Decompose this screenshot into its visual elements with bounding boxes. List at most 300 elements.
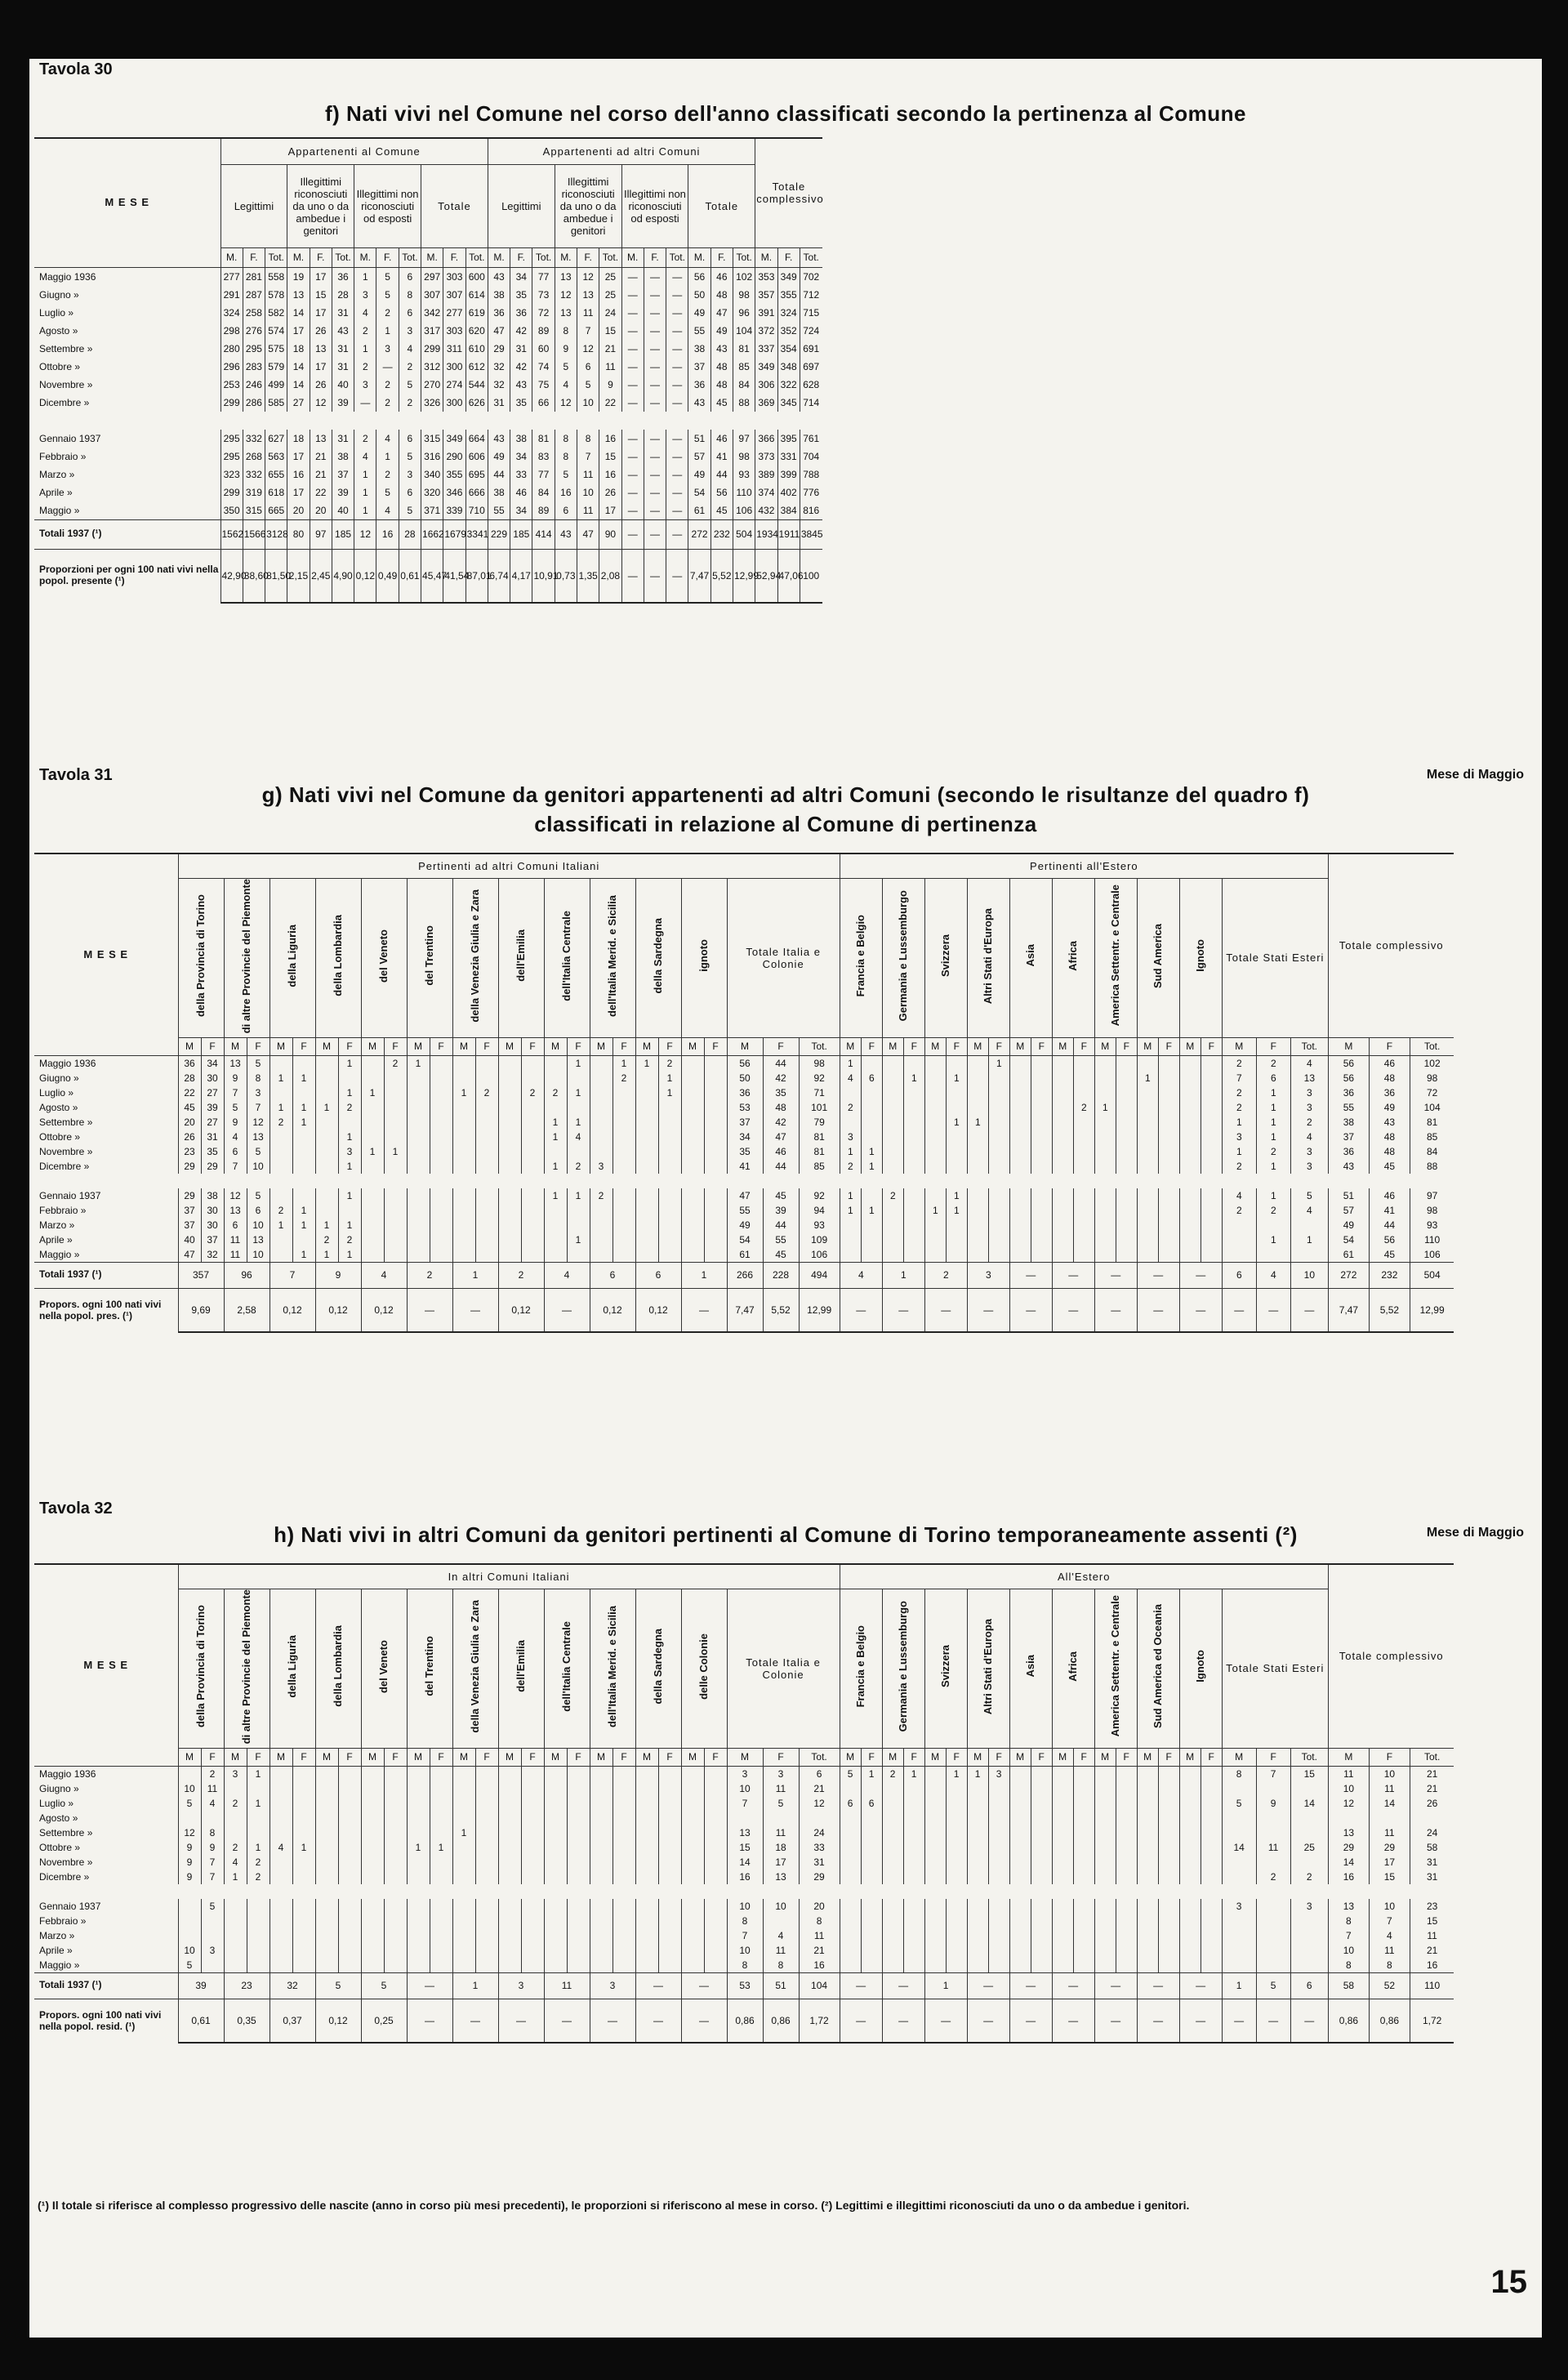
cell <box>1052 1781 1073 1796</box>
cell: 4 <box>224 1130 247 1144</box>
table-row <box>34 358 1535 376</box>
cell <box>967 1825 988 1840</box>
cell: 10 <box>1328 1943 1369 1958</box>
cell: 38 <box>488 484 510 501</box>
cell: 12 <box>354 519 376 549</box>
cell <box>840 1855 861 1870</box>
cell: 504 <box>1410 1262 1454 1288</box>
col-it-11 <box>681 1589 727 1748</box>
table-row <box>34 1870 1535 1884</box>
cell <box>635 1085 658 1100</box>
cell <box>224 1928 247 1943</box>
cell <box>292 1055 315 1071</box>
mf-label: F <box>1158 1037 1179 1055</box>
cell <box>988 1958 1009 1973</box>
cell <box>681 1796 704 1811</box>
cell <box>407 1928 430 1943</box>
cell <box>1256 1943 1290 1958</box>
cell <box>946 1840 967 1855</box>
mf-label: F <box>861 1037 882 1055</box>
cell: 494 <box>799 1262 840 1288</box>
cell <box>1137 1958 1158 1973</box>
cell: 33 <box>799 1840 840 1855</box>
cell <box>361 1811 384 1825</box>
table-row <box>34 1188 1535 1203</box>
row-label: Totali 1937 (¹) <box>34 1972 178 1999</box>
cell <box>315 1144 338 1159</box>
cell: 96 <box>224 1262 270 1288</box>
cell: 3 <box>1290 1159 1328 1174</box>
cell: 12 <box>1328 1796 1369 1811</box>
cell: 37 <box>688 358 710 376</box>
cell: 39 <box>332 484 354 501</box>
cell: 8 <box>577 430 599 448</box>
cell <box>407 1203 430 1218</box>
mf-label: F <box>247 1037 270 1055</box>
cell <box>315 1840 338 1855</box>
cell: 51 <box>1328 1188 1369 1203</box>
cell <box>1116 1218 1137 1232</box>
cell: 1 <box>567 1115 590 1130</box>
cell <box>247 1811 270 1825</box>
cell <box>1256 1781 1290 1796</box>
cell: 36 <box>727 1085 763 1100</box>
cell <box>903 1825 924 1840</box>
cell <box>338 1914 361 1928</box>
cell <box>727 1811 763 1825</box>
cell <box>544 1840 567 1855</box>
cell <box>521 1159 544 1174</box>
cell: 3 <box>727 1766 763 1781</box>
cell <box>1094 1943 1116 1958</box>
cell <box>861 1055 882 1071</box>
cell <box>861 1928 882 1943</box>
cell: 724 <box>800 322 822 340</box>
cell: 270 <box>421 376 443 394</box>
cell <box>1290 1781 1328 1796</box>
cell <box>430 1958 452 1973</box>
cell: 0,61 <box>399 549 421 603</box>
cell <box>1158 1071 1179 1085</box>
cell: 1 <box>1256 1232 1290 1247</box>
cell: 6 <box>1256 1071 1290 1085</box>
mf-label: F <box>763 1037 799 1055</box>
cell: 628 <box>800 376 822 394</box>
cell: 355 <box>443 466 466 484</box>
cell: 31 <box>332 304 354 322</box>
cell <box>861 1085 882 1100</box>
cell <box>338 1071 361 1085</box>
cell <box>590 1130 612 1144</box>
cell <box>1094 1203 1116 1218</box>
cell <box>452 1766 475 1781</box>
cell: — <box>666 549 688 603</box>
cell: 2 <box>201 1766 224 1781</box>
cell: 5 <box>1290 1188 1328 1203</box>
cell: 0,61 <box>178 1999 224 2043</box>
mf-label: M. <box>555 247 577 267</box>
cell <box>498 1870 521 1884</box>
cell <box>988 1232 1009 1247</box>
cell <box>452 1100 475 1115</box>
col-it-label: dell'Italia Merid. e Sicilia <box>605 1605 618 1727</box>
cell <box>498 1855 521 1870</box>
cell <box>967 1055 988 1071</box>
cell: 1 <box>292 1203 315 1218</box>
cell: 72 <box>1410 1085 1454 1100</box>
cell <box>270 1943 292 1958</box>
cell: 9 <box>315 1262 361 1288</box>
cell <box>1158 1914 1179 1928</box>
cell: 29 <box>1328 1840 1369 1855</box>
cell: — <box>924 1288 967 1332</box>
row-label: Totali 1937 (¹) <box>34 519 220 549</box>
cell: 36 <box>178 1055 201 1071</box>
cell: 414 <box>532 519 555 549</box>
row-label: Maggio 1936 <box>39 1767 96 1780</box>
cell <box>924 1247 946 1263</box>
cell <box>1137 1188 1158 1203</box>
cell <box>407 1781 430 1796</box>
cell: 97 <box>1410 1188 1454 1203</box>
cell: 54 <box>688 484 710 501</box>
cell <box>567 1870 590 1884</box>
cell <box>1073 1218 1094 1232</box>
cell: 332 <box>243 466 265 484</box>
cell <box>635 1958 658 1973</box>
cell: — <box>644 340 666 358</box>
cell <box>247 1899 270 1914</box>
cell: 13 <box>247 1130 270 1144</box>
cell: 29 <box>1369 1840 1410 1855</box>
cell <box>1052 1159 1073 1174</box>
cell: — <box>644 376 666 394</box>
cell <box>882 1796 903 1811</box>
cell: 5 <box>224 1100 247 1115</box>
cell <box>1052 1218 1073 1232</box>
cell: — <box>621 430 644 448</box>
cell <box>544 1232 567 1247</box>
cell: 575 <box>265 340 287 358</box>
cell <box>475 1232 498 1247</box>
cell: 42 <box>510 322 532 340</box>
cell: 395 <box>777 430 800 448</box>
cell <box>475 1188 498 1203</box>
cell <box>430 1855 452 1870</box>
cell <box>924 1100 946 1115</box>
mf-label: M <box>544 1748 567 1766</box>
cell: 11 <box>599 358 621 376</box>
cell: 1 <box>247 1840 270 1855</box>
cell <box>384 1840 407 1855</box>
cell <box>704 1855 727 1870</box>
table-row <box>34 1071 1535 1085</box>
cell <box>544 1855 567 1870</box>
cell <box>840 1085 861 1100</box>
mf-label: M <box>544 1037 567 1055</box>
cell: 47,06 <box>777 549 800 603</box>
cell <box>1073 1811 1094 1825</box>
col-es-6 <box>1094 1589 1137 1748</box>
cell <box>1031 1055 1052 1071</box>
cell <box>384 1825 407 1840</box>
cell <box>1222 1232 1256 1247</box>
cell: 1 <box>567 1188 590 1203</box>
cell: 1 <box>247 1766 270 1781</box>
cell: 1 <box>354 267 376 286</box>
cell: 9 <box>178 1870 201 1884</box>
cell: 1 <box>635 1055 658 1071</box>
cell: 655 <box>265 466 287 484</box>
row-label: Novembre » <box>39 1856 93 1868</box>
cell <box>224 1811 247 1825</box>
cell <box>567 1781 590 1796</box>
mf-label: M <box>590 1748 612 1766</box>
cell: 349 <box>777 267 800 286</box>
cell <box>521 1899 544 1914</box>
cell: — <box>1179 1262 1222 1288</box>
cell <box>407 1159 430 1174</box>
cell <box>475 1796 498 1811</box>
cell: 94 <box>799 1203 840 1218</box>
cell <box>1200 1203 1222 1218</box>
cell: 4 <box>840 1071 861 1085</box>
cell: 13 <box>224 1203 247 1218</box>
cell <box>1116 1232 1137 1247</box>
cell: — <box>1137 1288 1179 1332</box>
cell: 5,52 <box>1369 1288 1410 1332</box>
cell: 11 <box>1369 1943 1410 1958</box>
cell <box>361 1855 384 1870</box>
cell <box>1158 1203 1179 1218</box>
cell: 81 <box>532 430 555 448</box>
cell <box>967 1203 988 1218</box>
cell <box>924 1085 946 1100</box>
col-it-2 <box>270 1589 315 1748</box>
cell: 36 <box>1369 1085 1410 1100</box>
table-row <box>34 322 1535 340</box>
cell <box>270 1766 292 1781</box>
cell: 3 <box>354 286 376 304</box>
cell: 11 <box>1410 1928 1454 1943</box>
row-label: Luglio » <box>39 1086 74 1099</box>
cell: 10 <box>1290 1262 1328 1288</box>
cell: 1 <box>338 1159 361 1174</box>
cell <box>430 1218 452 1232</box>
cell <box>544 1811 567 1825</box>
cell <box>1179 1071 1200 1085</box>
cell <box>407 1247 430 1263</box>
row-label: Dicembre » <box>39 1870 90 1883</box>
cell <box>1256 1914 1290 1928</box>
col-it-6 <box>452 1589 498 1748</box>
cell: 11 <box>201 1781 224 1796</box>
cell: 13 <box>1328 1825 1369 1840</box>
cell <box>1137 1218 1158 1232</box>
cell <box>704 1115 727 1130</box>
cell: — <box>967 1999 1009 2043</box>
cell <box>521 1203 544 1218</box>
cell: 77 <box>532 267 555 286</box>
cell <box>270 1247 292 1263</box>
cell: 44 <box>763 1055 799 1071</box>
group-altri-comuni: Appartenenti ad altri Comuni <box>488 138 755 164</box>
row-label: Giugno » <box>39 1072 79 1084</box>
cell <box>988 1811 1009 1825</box>
cell <box>1158 1840 1179 1855</box>
cell <box>407 1232 430 1247</box>
cell <box>452 1218 475 1232</box>
cell: 41 <box>727 1159 763 1174</box>
cell: 8 <box>763 1958 799 1973</box>
cell <box>498 1130 521 1144</box>
cell: 776 <box>800 484 822 501</box>
cell <box>521 1870 544 1884</box>
cell: 17 <box>1369 1855 1410 1870</box>
cell: 104 <box>733 322 755 340</box>
cell: 46 <box>1369 1055 1410 1071</box>
cell: 373 <box>755 448 777 466</box>
cell <box>270 1232 292 1247</box>
cell: 15 <box>1290 1766 1328 1781</box>
cell: 372 <box>755 322 777 340</box>
cell <box>1094 1870 1116 1884</box>
cell: 295 <box>220 448 243 466</box>
cell <box>1094 1232 1116 1247</box>
cell: 43 <box>332 322 354 340</box>
cell <box>361 1840 384 1855</box>
row-label: Maggio » <box>39 1248 80 1260</box>
cell <box>1009 1100 1031 1115</box>
cell <box>338 1811 361 1825</box>
cell: 295 <box>243 340 265 358</box>
cell <box>658 1928 681 1943</box>
cell <box>475 1218 498 1232</box>
cell <box>1009 1085 1031 1100</box>
cell <box>1179 1928 1200 1943</box>
cell <box>1200 1188 1222 1203</box>
cell <box>544 1055 567 1071</box>
cell <box>1094 1115 1116 1130</box>
mf-label: F. <box>777 247 800 267</box>
cell <box>704 1943 727 1958</box>
cell <box>988 1796 1009 1811</box>
col-es-label: Germania e Lussemburgo <box>897 889 910 1022</box>
cell: 1 <box>567 1055 590 1071</box>
cell <box>1031 1766 1052 1781</box>
cell: 0,86 <box>1369 1999 1410 2043</box>
mf-label: F. <box>443 247 466 267</box>
cell: 2 <box>1256 1055 1290 1071</box>
cell: — <box>666 322 688 340</box>
cell <box>1158 1766 1179 1781</box>
cell: 26 <box>599 484 621 501</box>
cell: — <box>882 1288 924 1332</box>
cell: — <box>621 376 644 394</box>
cell: 4 <box>1369 1928 1410 1943</box>
cell: — <box>1009 1262 1052 1288</box>
cell <box>407 1958 430 1973</box>
mf-label: F <box>1369 1037 1410 1055</box>
cell: 2 <box>399 394 421 412</box>
proportions-row <box>34 549 1535 603</box>
cell: 109 <box>799 1232 840 1247</box>
cell: 98 <box>1410 1071 1454 1085</box>
cell <box>704 1914 727 1928</box>
cell <box>315 1115 338 1130</box>
cell: 1 <box>658 1085 681 1100</box>
cell: 5 <box>1256 1972 1290 1999</box>
cell: — <box>644 304 666 322</box>
cell <box>658 1899 681 1914</box>
cell <box>1158 1144 1179 1159</box>
table-row <box>34 1766 1535 1781</box>
cell <box>498 1811 521 1825</box>
cell <box>612 1855 635 1870</box>
mf-label: M <box>590 1037 612 1055</box>
cell: 4 <box>376 501 399 520</box>
cell <box>924 1218 946 1232</box>
cell: 56 <box>688 267 710 286</box>
cell: 1 <box>430 1840 452 1855</box>
cell: 2 <box>376 466 399 484</box>
cell: 3 <box>247 1085 270 1100</box>
cell <box>1094 1914 1116 1928</box>
cell <box>1009 1115 1031 1130</box>
col-it-label: del Trentino <box>422 925 435 986</box>
cell: 374 <box>755 484 777 501</box>
col-it-label: del Veneto <box>376 929 390 983</box>
cell <box>361 1203 384 1218</box>
cell <box>1009 1218 1031 1232</box>
cell <box>270 1188 292 1203</box>
mf-label: F <box>1369 1748 1410 1766</box>
cell: 46 <box>763 1144 799 1159</box>
cell: 9 <box>178 1840 201 1855</box>
cell <box>903 1188 924 1203</box>
cell <box>1031 1085 1052 1100</box>
cell <box>681 1899 704 1914</box>
cell: 35 <box>763 1085 799 1100</box>
cell: 20 <box>310 501 332 520</box>
cell: 228 <box>763 1262 799 1288</box>
cell: 1 <box>361 1085 384 1100</box>
cell <box>178 1914 201 1928</box>
cell <box>924 1071 946 1085</box>
cell: 7 <box>201 1855 224 1870</box>
cell: 664 <box>466 430 488 448</box>
cell: — <box>1094 1262 1137 1288</box>
cell <box>361 1115 384 1130</box>
cell: 5 <box>840 1766 861 1781</box>
col-ill-ric-altri: Illegittimi riconosciuti da uno o da ambedue i genitori <box>555 164 621 247</box>
cell: 98 <box>733 286 755 304</box>
cell: 620 <box>466 322 488 340</box>
cell <box>1073 1159 1094 1174</box>
cell <box>635 1766 658 1781</box>
cell: 73 <box>532 286 555 304</box>
cell: 1 <box>861 1766 882 1781</box>
cell: 316 <box>421 448 443 466</box>
cell <box>521 1100 544 1115</box>
cell <box>1137 1840 1158 1855</box>
cell <box>590 1914 612 1928</box>
row-label: Marzo » <box>39 468 75 480</box>
cell: 38 <box>1328 1115 1369 1130</box>
cell <box>1009 1840 1031 1855</box>
cell: 1 <box>903 1071 924 1085</box>
cell <box>988 1144 1009 1159</box>
